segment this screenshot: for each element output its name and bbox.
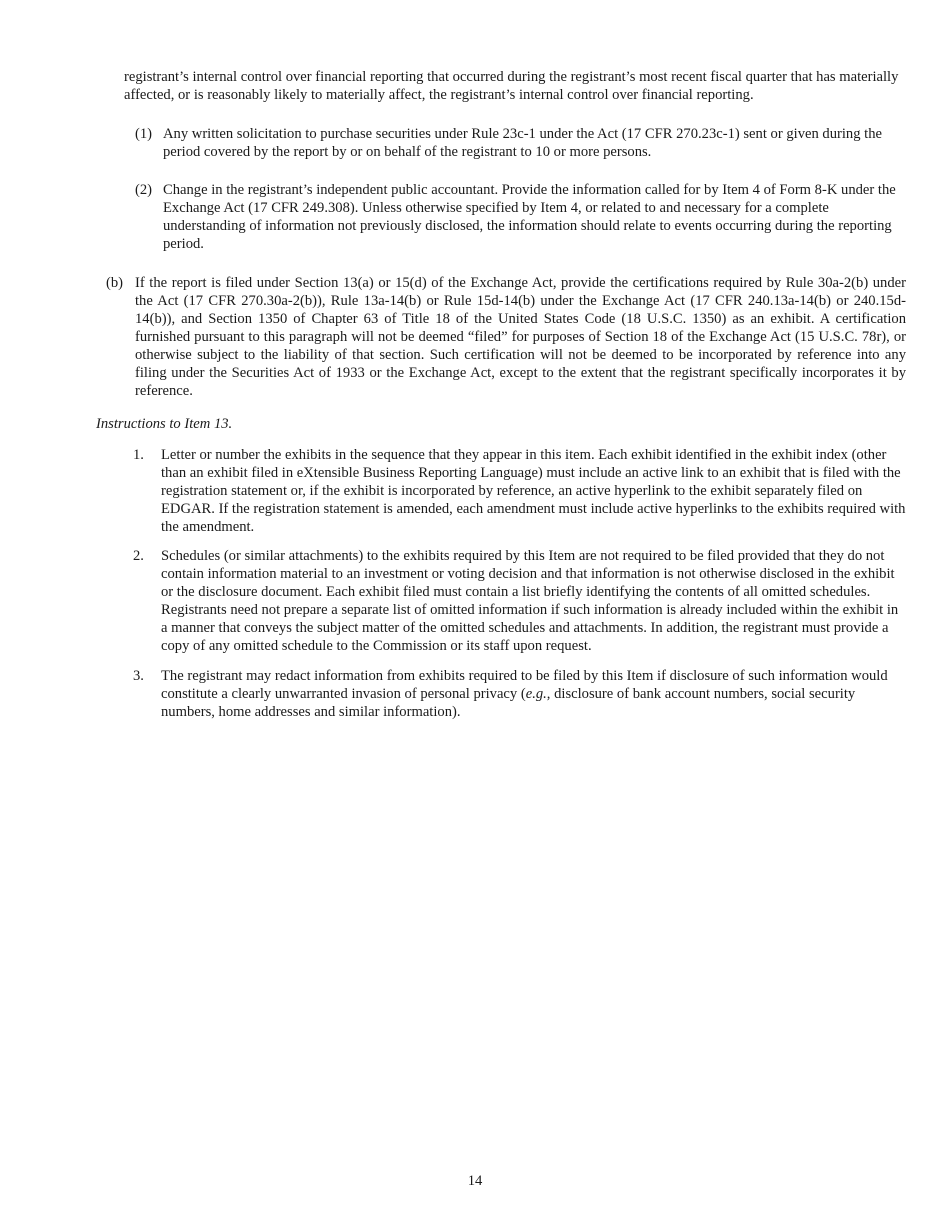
instruction-marker: 1. xyxy=(133,447,144,463)
instruction-marker: 2. xyxy=(133,548,144,564)
sub-item-text: Any written solicitation to purchase securities under Rule 23c-1 under the Act (17 CFR 270.23c-1) sent or given during the period covered by the report by or on behalf of the registrant to 10 or more persons. xyxy=(163,126,882,160)
instructions-heading: Instructions to Item 13. xyxy=(96,416,233,432)
instruction-text-part: The registrant may redact information from exhibits required to be filed by this Item if disclosure of such information would constitute a clearly unwarranted invasion of personal privacy ( xyxy=(161,668,888,702)
instruction-marker: 3. xyxy=(133,668,144,684)
sub-item-text: Change in the registrant’s independent public accountant. Provide the information called for by Item 4 of Form 8-K under the Exchange Act (17 CFR 249.308). Unless otherwise specified by Item 4, or related to and necessary for a complete understanding of information not previously disclosed, the information should relate to events occurring during the reporting period. xyxy=(163,182,896,252)
item-b-text: If the report is filed under Section 13(a) or 15(d) of the Exchange Act, provide the certifications required by Rule 30a-2(b) under the Act (17 CFR 270.30a-2(b)), Rule 13a-14(b) or Rule 15d-14(b) under the Exchange Act (17 CFR 240.13a-14(b) or 240.15d-14(b)), and Section 1350 of Chapter 63 of Title 18 of the United States Code (18 U.S.C. 1350) as an exhibit. A certification furnished pursuant to this paragraph will not be deemed “filed” for purposes of Section 18 of the Exchange Act (15 U.S.C. 78r), or otherwise subject to the liability of that section. Such certification will not be deemed to be incorporated by reference into any filing under the Securities Act of 1933 or the Exchange Act, except to the extent that the registrant specifically incorporates it by reference. xyxy=(135,275,906,399)
sub-item-marker: (1) xyxy=(135,126,153,142)
instruction-1 xyxy=(133,446,907,536)
page-number: 14 xyxy=(467,1173,483,1189)
instruction-3 xyxy=(133,667,907,721)
intro-paragraph: registrant’s internal control over financial reporting that occurred during the registrant’s most recent fiscal quarter that has materially affected, or is reasonably likely to materially affect, the registrant’s internal control over financial reporting. xyxy=(124,69,899,103)
instruction-2 xyxy=(133,547,907,655)
instruction-text: Letter or number the exhibits in the sequence that they appear in this item. Each exhibit identified in the exhibit index (other than an exhibit filed in eXtensible Business Reporting Language) must include an active link to an exhibit that is filed with the registration statement or, if the exhibit is incorporated by reference, an active hyperlink to the exhibit separately filed on EDGAR. If the registration statement is amended, each amendment must include active hyperlinks to the exhibits required with the amendment. xyxy=(161,447,906,535)
sub-item-1 xyxy=(135,125,907,161)
item-b-marker: (b) xyxy=(106,275,124,291)
instruction-text xyxy=(161,667,907,721)
sub-item-2 xyxy=(135,181,907,253)
instruction-text-part: , disclosure of bank account numbers, social security numbers, home addresses and similar information). xyxy=(161,686,856,720)
sub-item-marker: (2) xyxy=(135,182,153,198)
instruction-text: Schedules (or similar attachments) to the exhibits required by this Item are not required to be filed provided that they do not contain information material to an investment or voting decision and that information is not otherwise disclosed in the exhibit or the disclosure document. Each exhibit filed must contain a list briefly identifying the contents of all omitted schedules. Registrants need not prepare a separate list of omitted information if such information is already included within the exhibit in a manner that conveys the subject matter of the omitted schedules and attachments. In addition, the registrant must provide a copy of any omitted schedule to the Commission or its staff upon request. xyxy=(161,548,899,654)
item-b xyxy=(106,274,906,400)
instruction-text-italic: e.g. xyxy=(525,686,547,702)
